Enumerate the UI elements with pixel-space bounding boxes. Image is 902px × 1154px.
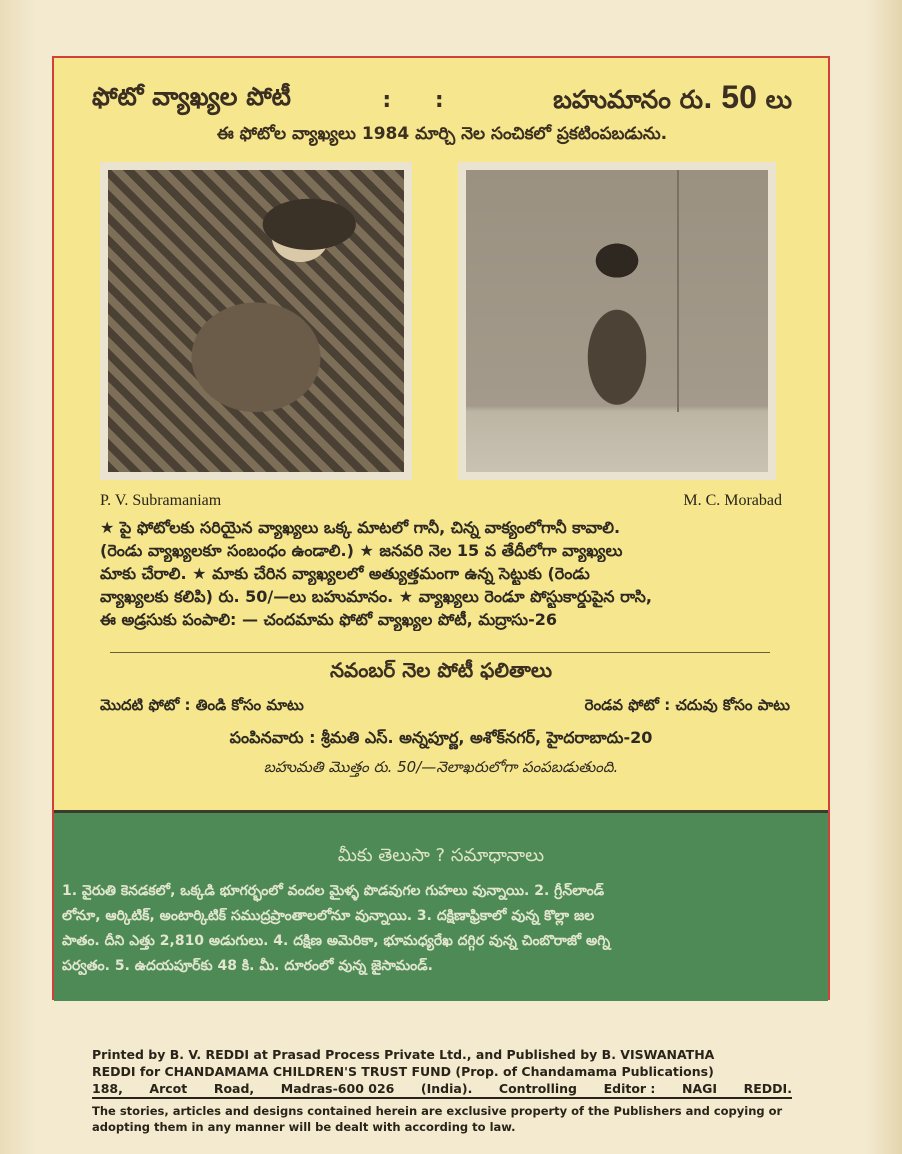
address-part: 188,: [92, 1081, 123, 1096]
contest-subtitle: ఈ ఫోటోల వ్యాఖ్యలు 1984 మార్చి నెల సంచికలో ప్రకటింపబడును.: [216, 124, 668, 144]
address-part: REDDI.: [743, 1081, 792, 1096]
imprint-line: REDDI for CHANDAMAMA CHILDREN'S TRUST FUND (Prop. of Chandamama Publications): [92, 1064, 714, 1079]
answer-line: పర్వతం. 5. ఉదయపూర్‌కు 48 కి. మీ. దూరంలో వున్న జైసామండ్.: [62, 958, 433, 974]
address-part: (India).: [420, 1081, 473, 1096]
first-photo-result: మొదటి ఫోటో : తిండి కోసం మాటు: [100, 696, 304, 714]
address-part: Controlling: [498, 1081, 577, 1096]
address-part: Editor :: [603, 1081, 656, 1096]
answer-line: 1. వైరుతి కెనడకలో, ఒక్కడి భూగర్భంలో వందల మైళ్ళ పొడవుగల గుహలు వున్నాయి. 2. గ్రీన్‌లాండ్: [62, 883, 605, 899]
photo-image: [108, 170, 404, 472]
photo-credit-left: P. V. Subramaniam: [100, 492, 222, 509]
imprint-address-line: [92, 1080, 792, 1099]
imprint-footer: [92, 1046, 792, 1135]
rule-line: (రెండు వ్యాఖ్యలకూ సంబంధం ఉండాలి.) ★ జనవరి నెల 15 వ తేదీలోగా వ్యాఖ్యలు: [100, 541, 623, 560]
results-title: నవంబర్ నెల పోటీ ఫలితాలు: [329, 658, 552, 682]
answers-title: మీకు తెలుసా ? సమాధానాలు: [337, 845, 545, 866]
address-part: Road,: [213, 1081, 255, 1096]
address-part: Madras-600 026: [280, 1081, 395, 1096]
contest-title: ఫోటో వ్యాఖ్యల పోటీ: [92, 82, 291, 111]
imprint-line: Printed by B. V. REDDI at Prasad Process Private Ltd., and Published by B. VISWANATHA: [92, 1047, 715, 1062]
answer-line: లోనూ, ఆర్కిటిక్, అంటార్కిటిక్ సముద్రప్రాంతాలలోనూ వున్నాయి. 3. దక్షిణాఫ్రికాలో వున్న కొల్లా జల: [62, 908, 595, 924]
contest-header: [92, 78, 792, 122]
prize-amount: 50: [721, 79, 757, 115]
results-row: [100, 696, 790, 718]
title-separator: : :: [382, 87, 462, 113]
answer-line: పాతం. దీని ఎత్తు 2,810 అడుగులు. 4. దక్షిణ అమెరికా, భూమధ్యరేఖ దగ్గిర వున్న చింబొరాజో అగ్ని: [62, 933, 611, 949]
section-divider: [110, 652, 770, 653]
winner-line: పంపినవారు : శ్రీమతి ఎస్. అన్నపూర్ణ, అశోక్‌నగర్, హైదరాబాదు-20: [229, 728, 653, 747]
contest-photo-boy-sitting: [458, 162, 776, 480]
photo-caption-contest-section: [54, 58, 828, 810]
prize-note: బహుమతి మొత్తం రు. 50/—నెలాఖరులోగా పంపబడుతుంది.: [263, 758, 619, 776]
rule-line: ★ పై ఫోటోలకు సరియైన వ్యాఖ్యలు ఒక్క మాటలో గానీ, చిన్న వాక్యంలోగానీ కావాలి.: [100, 518, 621, 537]
rule-line: ఈ అడ్రసుకు పంపాలి: — చందమామ ఫోటో వ్యాఖ్యల పోటీ, మద్రాసు-26: [100, 610, 557, 629]
prize-heading: [553, 79, 792, 121]
answers-text: [62, 879, 822, 979]
photo-image: [466, 170, 768, 472]
contest-photo-girl-on-phone: [100, 162, 412, 480]
contest-rules: [100, 516, 790, 631]
address-part: NAGI: [682, 1081, 718, 1096]
address-part: Arcot: [149, 1081, 188, 1096]
contest-panel: [52, 56, 830, 1000]
rule-line: వ్యాఖ్యలకు కలిపి) రు. 50/—లు బహుమానం. ★ వ్యాఖ్యలు రెండూ పోస్టుకార్డుపైన రాసి,: [100, 587, 652, 606]
photo-credit-right: M. C. Morabad: [683, 492, 782, 509]
prize-suffix: లు: [765, 85, 792, 114]
answers-section: [54, 810, 828, 1001]
prize-prefix: బహుమానం రు.: [553, 85, 713, 114]
copyright-notice: The stories, articles and designs contained herein are exclusive property of the Publishers and copying or adopting them in any manner will be dealt with according to law.: [92, 1104, 783, 1134]
second-photo-result: రెండవ ఫోటో : చదువు కోసం పాటు: [584, 696, 790, 714]
rule-line: మాకు చేరాలి. ★ మాకు చేరిన వ్యాఖ్యలలో అత్యుత్తమంగా ఉన్న సెట్టుకు (రెండు: [100, 564, 590, 583]
